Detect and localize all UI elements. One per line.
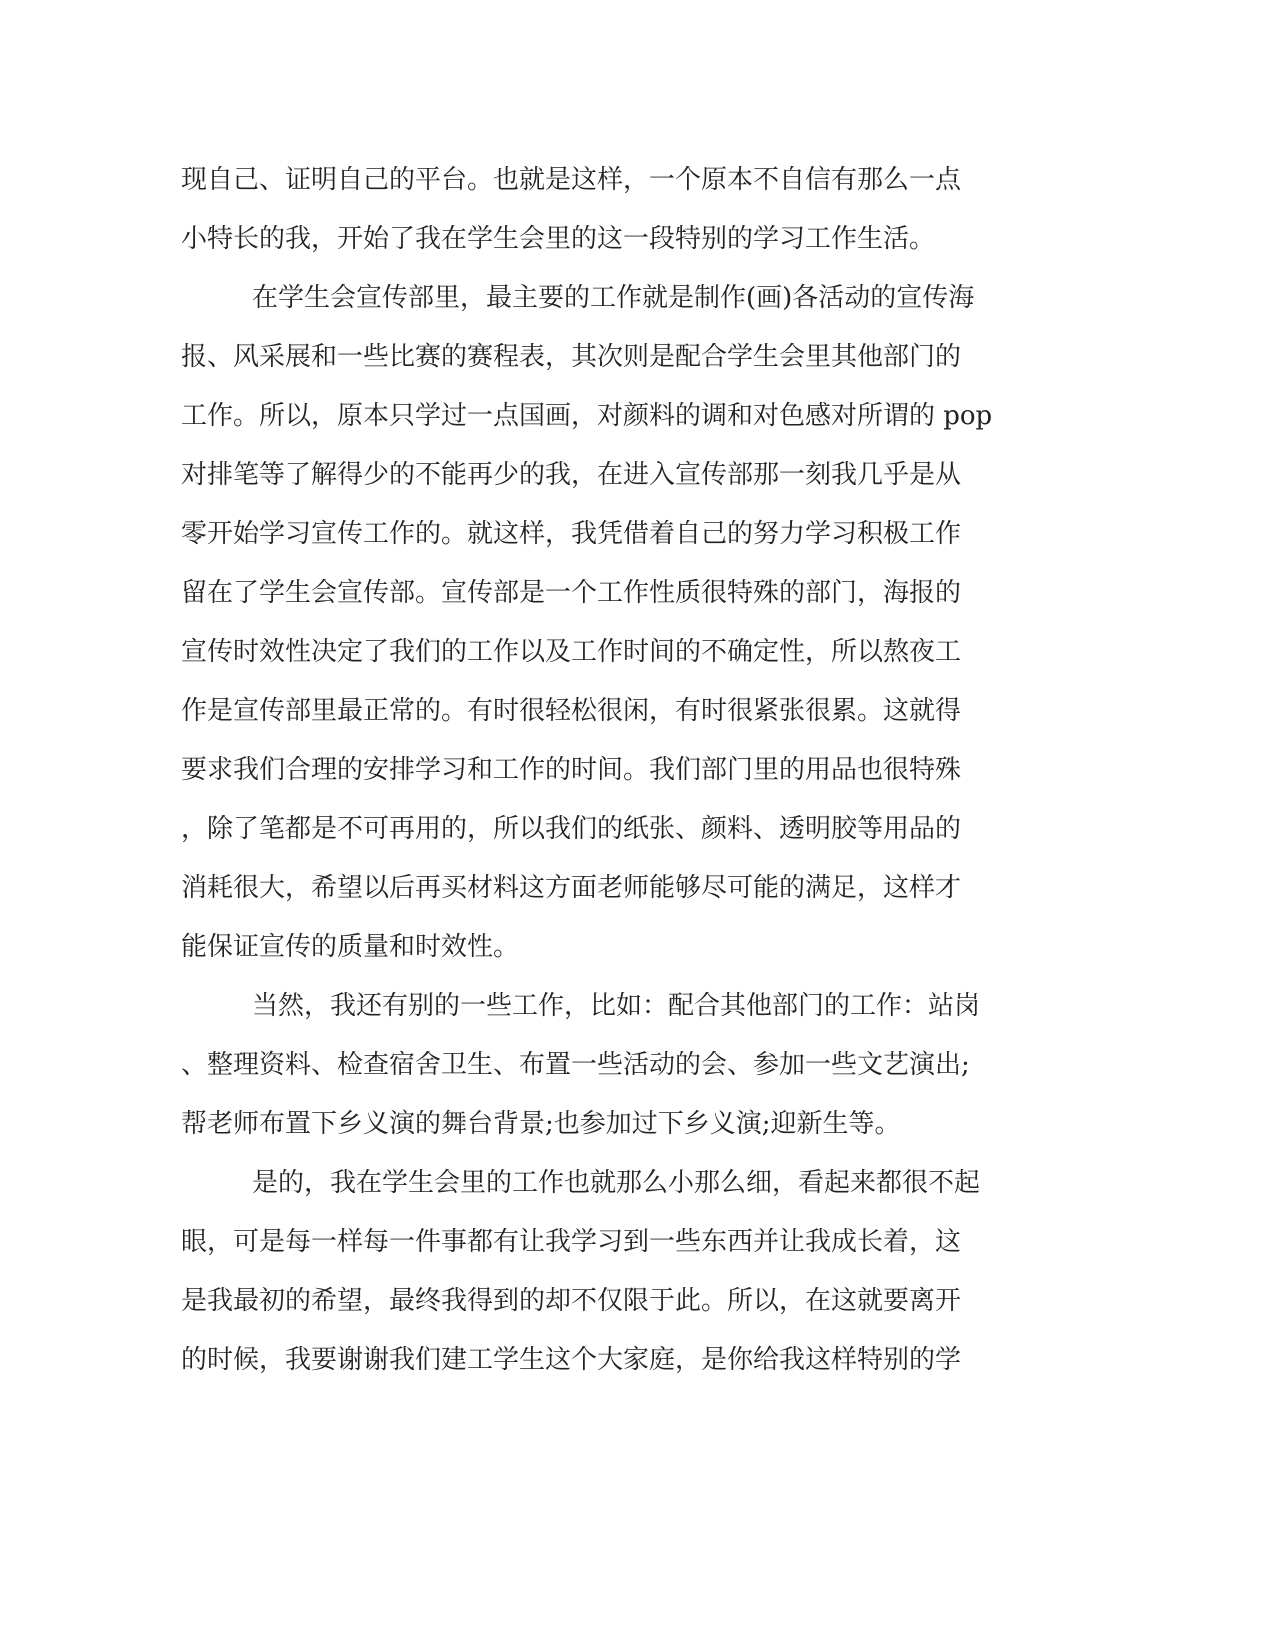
line-text: 报、风采展和一些比赛的赛程表，其次则是配合学生会里其他部门的 — [181, 342, 962, 372]
text-line — [0, 455, 1275, 495]
line-text: 工作。所以，原本只学过一点国画，对颜料的调和对色感对所谓的 pop — [181, 401, 993, 431]
line-text: 能保证宣传的质量和时效性。 — [181, 932, 520, 962]
text-line — [0, 868, 1275, 908]
text-line — [0, 1104, 1275, 1144]
line-text: 小特长的我，开始了我在学生会里的这一段特别的学习工作生活。 — [181, 224, 936, 254]
line-text: 帮老师布置下乡义演的舞台背景;也参加过下乡义演;迎新生等。 — [181, 1109, 901, 1139]
text-line — [0, 573, 1275, 613]
paragraph-start-line — [0, 278, 1275, 318]
line-text: 消耗很大，希望以后再买材料这方面老师能够尽可能的满足，这样才 — [181, 873, 962, 903]
line-text: 、整理资料、检查宿舍卫生、布置一些活动的会、参加一些文艺演出; — [181, 1050, 970, 1080]
text-line — [0, 219, 1275, 259]
line-text: 现自己、证明自己的平台。也就是这样，一个原本不自信有那么一点 — [181, 165, 962, 195]
line-text: 眼，可是每一样每一件事都有让我学习到一些东西并让我成长着，这 — [181, 1227, 962, 1257]
line-text: 宣传时效性决定了我们的工作以及工作时间的不确定性，所以熬夜工 — [181, 637, 962, 667]
line-text: 零开始学习宣传工作的。就这样，我凭借着自己的努力学习积极工作 — [181, 519, 962, 549]
line-text: 对排笔等了解得少的不能再少的我，在进入宣传部那一刻我几乎是从 — [181, 460, 962, 490]
paragraph-start-line — [0, 986, 1275, 1026]
text-line — [0, 632, 1275, 672]
text-line — [0, 337, 1275, 377]
line-text: 是的，我在学生会里的工作也就那么小那么细，看起来都很不起 — [252, 1168, 981, 1198]
line-text: 作是宣传部里最正常的。有时很轻松很闲，有时很紧张很累。这就得 — [181, 696, 962, 726]
text-line — [0, 1222, 1275, 1262]
text-line — [0, 514, 1275, 554]
text-line — [0, 1340, 1275, 1380]
line-text: 的时候，我要谢谢我们建工学生这个大家庭，是你给我这样特别的学 — [181, 1345, 962, 1375]
text-line — [0, 1045, 1275, 1085]
text-line — [0, 1281, 1275, 1321]
text-line — [0, 160, 1275, 200]
line-text: ，除了笔都是不可再用的，所以我们的纸张、颜料、透明胶等用品的 — [181, 814, 962, 844]
line-text: 是我最初的希望，最终我得到的却不仅限于此。所以，在这就要离开 — [181, 1286, 962, 1316]
text-line — [0, 750, 1275, 790]
line-text: 留在了学生会宣传部。宣传部是一个工作性质很特殊的部门，海报的 — [181, 578, 962, 608]
text-line — [0, 809, 1275, 849]
text-line — [0, 927, 1275, 967]
text-line — [0, 691, 1275, 731]
paragraph-start-line — [0, 1163, 1275, 1203]
text-line — [0, 396, 1275, 436]
line-text: 当然，我还有别的一些工作，比如：配合其他部门的工作：站岗 — [252, 991, 981, 1021]
line-text: 要求我们合理的安排学习和工作的时间。我们部门里的用品也很特殊 — [181, 755, 962, 785]
line-text: 在学生会宣传部里，最主要的工作就是制作(画)各活动的宣传海 — [252, 283, 975, 313]
